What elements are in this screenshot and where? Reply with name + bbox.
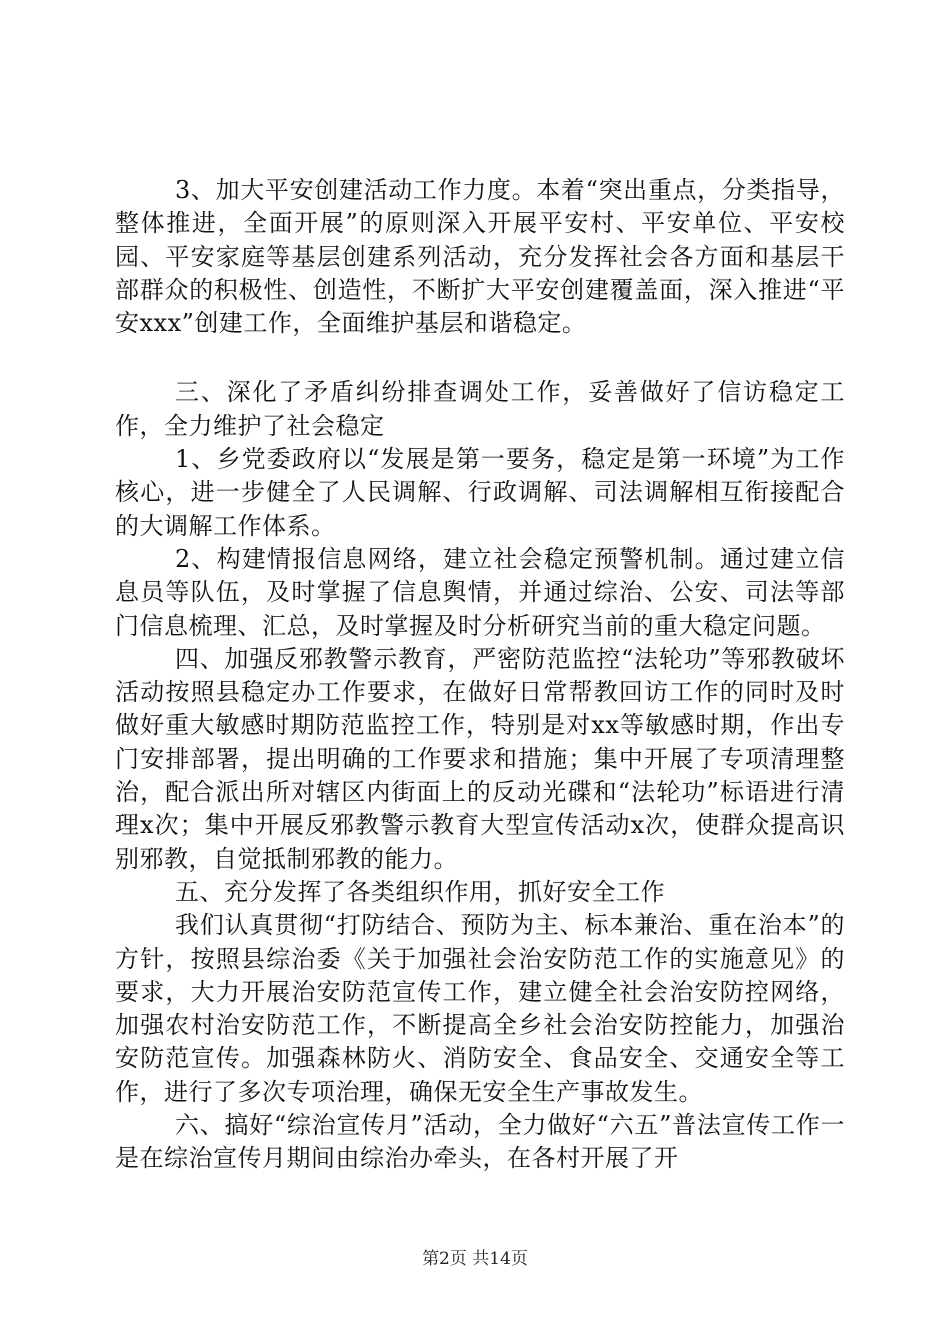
heading-section-three: 三、深化了矛盾纠纷排查调处工作，妥善做好了信访稳定工作，全力维护了社会稳定 (115, 378, 845, 440)
paragraph-intelligence-network: 2、构建情报信息网络，建立社会稳定预警机制。通过建立信息员等队伍，及时掌握了信息舆情，并通过综治、公安、司法等部门信息梳理、汇总，及时掌握及时分析研究当前的重大稳定问题。 (115, 544, 845, 640)
heading-section-five: 五、充分发挥了各类组织作用，抓好安全工作 (175, 877, 665, 906)
paragraph-section-four: 四、加强反邪教警示教育，严密防范监控“法轮功”等邪教破坏活动按照县稳定办工作要求，在做好日常帮教回访工作的同时及时做好重大敏感时期防范监控工作，特别是对xx等敏感时期，作出专门安排部署，提出明确的工作要求和措施；集中开展了专项清理整治，配合派出所对辖区内街面上的反动光碟和“法轮功”标语进行清理x次；集中开展反邪教警示教育大型宣传活动x次，使群众提高识别邪教，自觉抵制邪教的能力。 (115, 644, 845, 873)
paragraph-mediation: 1、乡党委政府以“发展是第一要务，稳定是第一环境”为工作核心，进一步健全了人民调解、行政调解、司法调解相互衔接配合的大调解工作体系。 (115, 445, 845, 540)
paragraph-safety-campaign: 3、加大平安创建活动工作力度。本着“突出重点，分类指导，整体推进，全面开展”的原则深入开展平安村、平安单位、平安校园、平安家庭等基层创建系列活动，充分发挥社会各方面和基层干部群众的积极性、创造性，不断扩大平安创建覆盖面，深入推进“平安xxx”创建工作，全面维护基层和谐稳定。 (115, 176, 845, 338)
page-footer: 第2页 共14页 (422, 1249, 528, 1269)
paragraph-section-six: 六、搞好“综治宣传月”活动，全力做好“六五”普法宣传工作一是在综治宣传月期间由综治办牵头，在各村开展了开 (115, 1111, 845, 1173)
paragraph-security-work: 我们认真贯彻“打防结合、预防为主、标本兼治、重在治本”的方针，按照县综治委《关于加强社会治安防范工作的实施意见》的要求，大力开展治安防范宣传工作，建立健全社会治安防控网络，加强农村治安防范工作，不断提高全乡社会治安防控能力，加强治安防范宣传。加强森林防火、消防安全、食品安全、交通安全等工作，进行了多次专项治理，确保无安全生产事故发生。 (115, 911, 845, 1106)
document-body (115, 174, 845, 1176)
